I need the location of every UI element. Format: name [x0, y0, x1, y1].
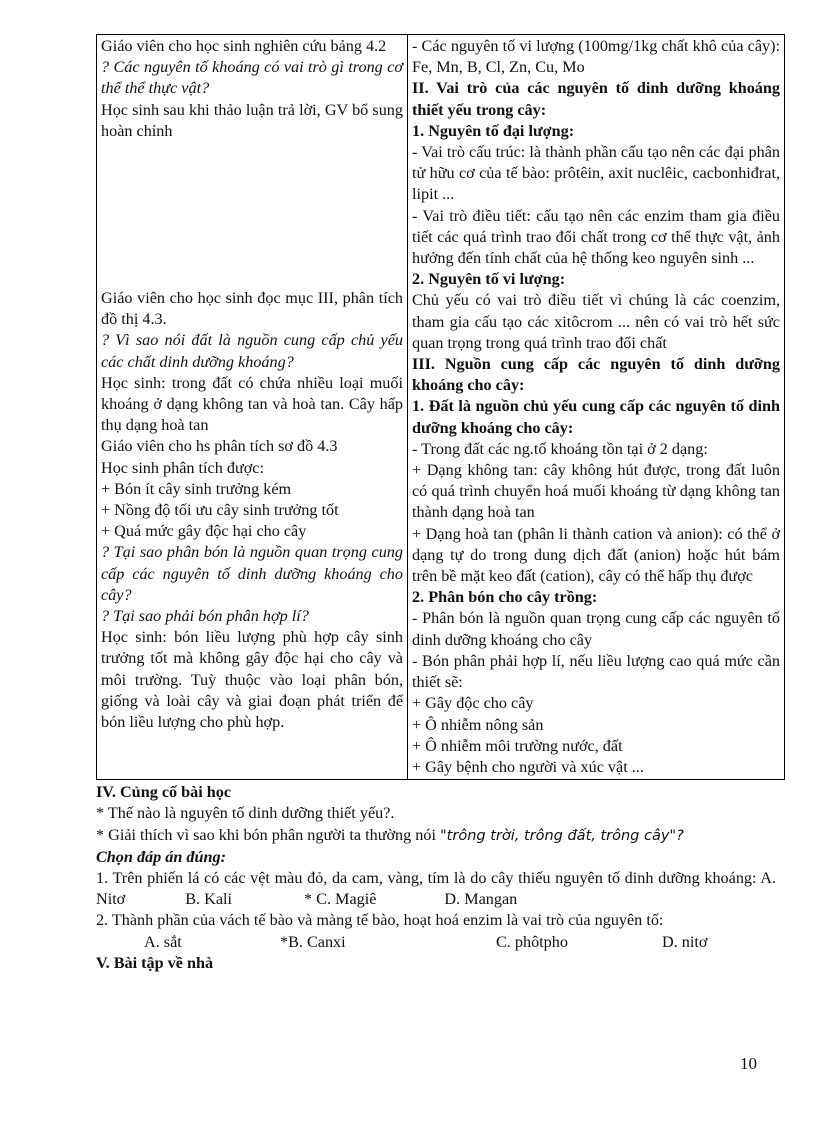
mc-option: B. Kali: [185, 890, 233, 909]
section-heading: II. Vai trò của các nguyên tố dinh dưỡng khoáng thiết yếu trong cây:: [412, 79, 780, 119]
content-text: - Các nguyên tố vi lượng (100mg/1kg chất khô của cây): Fe, Mn, B, Cl, Zn, Cu, Mo: [412, 37, 780, 77]
content-text: - Vai trò cấu trúc: là thành phần cấu tạo nên các đại phân tử hữu cơ của tế bào: prôtêin, axit nuclêic, cacbonhiđrat, lipit ...: [412, 143, 780, 204]
content-column: [408, 35, 785, 780]
content-text: + Ô nhiễm nông sản: [412, 715, 544, 734]
review-question-quote: "trông trời, trông đất, trông cây"?: [440, 827, 684, 844]
activity-text: + Quá mức gây độc hại cho cây: [101, 522, 307, 541]
content-text: + Ô nhiễm môi trường nước, đất: [412, 736, 623, 755]
content-text: Chủ yếu có vai trò điều tiết vì chúng là các coenzim, tham gia cấu tạo các xitôcrom ... nên có vai trò hết sức quan trọng trong quá trình trao đổi chất: [412, 291, 780, 352]
content-text: + Dạng không tan: cây không hút được, trong đất luôn có quá trình chuyển hoá muối khoáng từ dạng không tan thành dạng hoà tan: [412, 461, 780, 522]
content-text: - Bón phân phải hợp lí, nếu liều lượng cao quá mức cần thiết sẽ:: [412, 651, 780, 692]
activity-question: ? Tại sao phải bón phân hợp lí?: [101, 607, 309, 626]
mc-option: *B. Canxi: [280, 932, 346, 951]
choose-answer-label: Chọn đáp án đúng:: [96, 847, 226, 866]
consolidation-heading: IV. Củng cố bài học: [96, 783, 232, 802]
mc-option: D. Mangan: [444, 890, 518, 909]
activity-text: + Bón ít cây sinh trưởng kém: [101, 479, 292, 498]
mc-options-2: [96, 932, 776, 953]
mc-question-2: 2. Thành phần của vách tế bào và màng tế bào, hoạt hoá enzim là vai trò của nguyên tố:: [96, 911, 664, 930]
activity-text: Học sinh phân tích được:: [101, 458, 264, 477]
mc-question-text: 1. Trên phiến lá có các vệt màu đỏ, da cam, vàng, tím là do cây thiếu nguyên tố dinh dưỡng khoáng: A. Nitơ: [96, 868, 776, 909]
content-text: + Dạng hoà tan (phân li thành cation và anion): có thể ở dạng tự do trong dung dịch đất (anion) hoặc hút bám trên bề mặt keo đất (cation), cây có thể hấp thụ được: [412, 524, 780, 586]
page-number: 10: [740, 1054, 757, 1073]
subsection-heading: 2. Nguyên tố vi lượng:: [412, 270, 566, 289]
section-heading: III. Nguồn cung cấp các nguyên tố dinh dưỡng khoáng cho cây:: [412, 355, 780, 395]
subsection-heading: 1. Nguyên tố đại lượng:: [412, 121, 575, 140]
activity-question: ? Các nguyên tố khoáng có vai trò gì trong cơ thể thể thực vật?: [101, 58, 403, 98]
activity-question: ? Tại sao phân bón là nguồn quan trọng cung cấp các nguyên tố dinh dưỡng khoáng cho cây?: [101, 543, 403, 604]
lesson-table: [96, 34, 785, 780]
activity-text: Giáo viên cho học sinh đọc mục III, phân tích đồ thị 4.3.: [101, 289, 403, 329]
activity-text: + Nồng độ tối ưu cây sinh trưởng tốt: [101, 501, 339, 520]
teacher-student-activities-column: [97, 35, 408, 780]
mc-option: * C. Magiê: [304, 890, 377, 909]
table-row: [97, 35, 785, 780]
review-question: * Thế nào là nguyên tố dinh dưỡng thiết yếu?.: [96, 804, 395, 823]
content-text: + Gây bệnh cho người và xúc vật ...: [412, 757, 644, 776]
content-text: - Phân bón là nguồn quan trọng cung cấp các nguyên tố dinh dưỡng khoáng cho cây: [412, 609, 780, 649]
review-question: [96, 825, 776, 847]
content-text: - Vai trò điều tiết: cấu tạo nên các enzim tham gia điều tiết các quá trình trao đổi chất trong cơ thể thực vật, ảnh hưởng đến tính chất của hệ thống keo nguyên sinh ...: [412, 206, 780, 268]
activity-question: ? Vì sao nói đất là nguồn cung cấp chủ yếu các chất dinh dưỡng khoáng?: [101, 331, 403, 371]
page-content: [96, 34, 780, 974]
activity-text: Giáo viên cho hs phân tích sơ đồ 4.3: [101, 437, 338, 456]
content-text: - Trong đất các ng.tố khoáng tồn tại ở 2 dạng:: [412, 439, 708, 458]
column-spacer: [101, 142, 403, 288]
consolidation-section: [96, 782, 776, 974]
mc-question-1: [96, 868, 776, 910]
subsection-heading: 1. Đất là nguồn chủ yếu cung cấp các nguyên tố dinh dưỡng khoáng cho cây:: [412, 397, 780, 437]
homework-heading: V. Bài tập về nhà: [96, 953, 214, 972]
activity-text: Học sinh sau khi thảo luận trả lời, GV bổ sung hoàn chỉnh: [101, 100, 403, 140]
mc-option: C. phôtpho: [496, 932, 568, 951]
activity-text: Học sinh: trong đất có chứa nhiều loại muối khoáng ở dạng không tan và hoà tan. Cây hấp thụ dạng hoà tan: [101, 373, 403, 435]
activity-text: Giáo viên cho học sinh nghiên cứu bảng 4.2: [101, 37, 387, 55]
mc-option: A. sắt: [144, 932, 182, 951]
review-question-text: * Giải thích vì sao khi bón phân người ta thường nói: [96, 825, 440, 844]
mc-option: D. nitơ: [662, 932, 708, 951]
activity-text: Học sinh: bón liều lượng phù hợp cây sinh trưởng tốt mà không gây độc hại cho cây và môi trường. Tuỳ thuộc vào loại phân bón, giống và loài cây và giai đoạn phát triển để bón liều lượng cho phù hợp.: [101, 628, 403, 732]
content-text: + Gây độc cho cây: [412, 694, 534, 713]
subsection-heading: 2. Phân bón cho cây trồng:: [412, 588, 598, 607]
